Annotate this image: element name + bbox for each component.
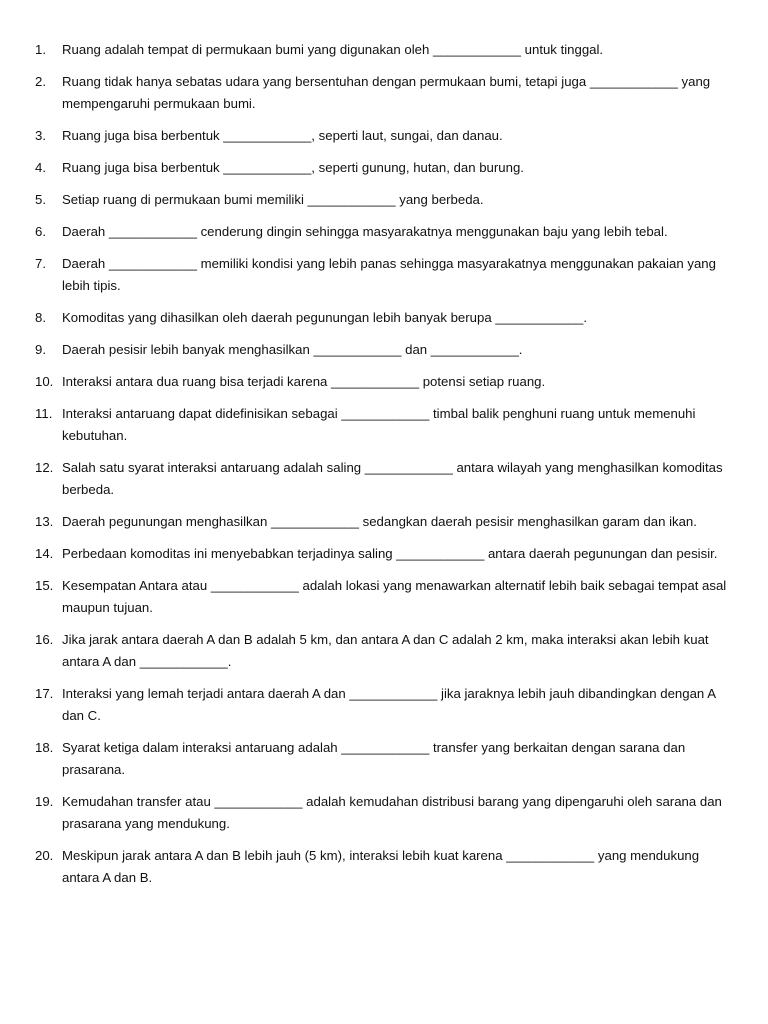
question-text: Ruang tidak hanya sebatas udara yang bersentuhan dengan permukaan bumi, tetapi juga ____________ yang mempengaruhi permukaan bumi. (62, 74, 711, 111)
question-text: Daerah ____________ memiliki kondisi yang lebih panas sehingga masyarakatnya menggunakan pakaian yang lebih tipis. (62, 256, 716, 293)
question-number: 6. (35, 224, 46, 239)
question-text: Daerah ____________ cenderung dingin sehingga masyarakatnya menggunakan baju yang lebih tebal. (62, 224, 668, 239)
question-item (35, 457, 740, 501)
question-number: 16. (35, 632, 54, 647)
question-item (35, 189, 740, 211)
question-number: 7. (35, 256, 46, 271)
question-text: Salah satu syarat interaksi antaruang adalah saling ____________ antara wilayah yang menghasilkan komoditas berbeda. (62, 460, 723, 497)
question-item (35, 845, 740, 889)
question-text: Syarat ketiga dalam interaksi antaruang adalah ____________ transfer yang berkaitan dengan sarana dan prasarana. (62, 740, 686, 777)
question-number: 5. (35, 192, 46, 207)
question-text: Daerah pegunungan menghasilkan ____________ sedangkan daerah pesisir menghasilkan garam dan ikan. (62, 514, 697, 529)
question-text: Setiap ruang di permukaan bumi memiliki ____________ yang berbeda. (62, 192, 484, 207)
question-text: Daerah pesisir lebih banyak menghasilkan ____________ dan ____________. (62, 342, 523, 357)
question-number: 8. (35, 310, 46, 325)
question-text: Interaksi yang lemah terjadi antara daerah A dan ____________ jika jaraknya lebih jauh dibandingkan dengan A dan C. (62, 686, 716, 723)
question-item (35, 403, 740, 447)
question-text: Ruang juga bisa berbentuk ____________, seperti gunung, hutan, dan burung. (62, 160, 524, 175)
question-number: 3. (35, 128, 46, 143)
question-number: 19. (35, 794, 54, 809)
question-item (35, 791, 740, 835)
question-item (35, 307, 740, 329)
question-text: Komoditas yang dihasilkan oleh daerah pegunungan lebih banyak berupa ____________. (62, 310, 587, 325)
question-item (35, 543, 740, 565)
question-text: Jika jarak antara daerah A dan B adalah 5 km, dan antara A dan C adalah 2 km, maka interaksi akan lebih kuat antara A dan ____________. (62, 632, 709, 669)
question-item (35, 125, 740, 147)
question-number: 14. (35, 546, 54, 561)
question-list (35, 39, 740, 899)
question-text: Perbedaan komoditas ini menyebabkan terjadinya saling ____________ antara daerah pegunungan dan pesisir. (62, 546, 718, 561)
question-item (35, 157, 740, 179)
question-item (35, 371, 740, 393)
question-number: 13. (35, 514, 54, 529)
question-item (35, 253, 740, 297)
question-number: 2. (35, 74, 46, 89)
question-item (35, 629, 740, 673)
question-item (35, 737, 740, 781)
question-text: Interaksi antaruang dapat didefinisikan sebagai ____________ timbal balik penghuni ruang untuk memenuhi kebutuhan. (62, 406, 696, 443)
question-item (35, 575, 740, 619)
question-number: 4. (35, 160, 46, 175)
question-text: Ruang juga bisa berbentuk ____________, seperti laut, sungai, dan danau. (62, 128, 503, 143)
question-item (35, 71, 740, 115)
question-text: Kemudahan transfer atau ____________ adalah kemudahan distribusi barang yang dipengaruhi oleh sarana dan prasarana yang mendukung. (62, 794, 722, 831)
question-number: 1. (35, 42, 46, 57)
question-item (35, 683, 740, 727)
question-text: Kesempatan Antara atau ____________ adalah lokasi yang menawarkan alternatif lebih baik sebagai tempat asal maupun tujuan. (62, 578, 727, 615)
question-text: Meskipun jarak antara A dan B lebih jauh (5 km), interaksi lebih kuat karena ____________ yang mendukung antara A dan B. (62, 848, 700, 885)
question-item (35, 39, 740, 61)
question-item (35, 339, 740, 361)
question-number: 17. (35, 686, 54, 701)
question-text: Interaksi antara dua ruang bisa terjadi karena ____________ potensi setiap ruang. (62, 374, 546, 389)
question-number: 15. (35, 578, 54, 593)
question-text: Ruang adalah tempat di permukaan bumi yang digunakan oleh ____________ untuk tinggal. (62, 42, 604, 57)
question-item (35, 221, 740, 243)
question-number: 10. (35, 374, 54, 389)
question-number: 12. (35, 460, 54, 475)
question-number: 11. (35, 406, 53, 421)
question-number: 18. (35, 740, 54, 755)
question-number: 20. (35, 848, 54, 863)
question-item (35, 511, 740, 533)
question-number: 9. (35, 342, 46, 357)
